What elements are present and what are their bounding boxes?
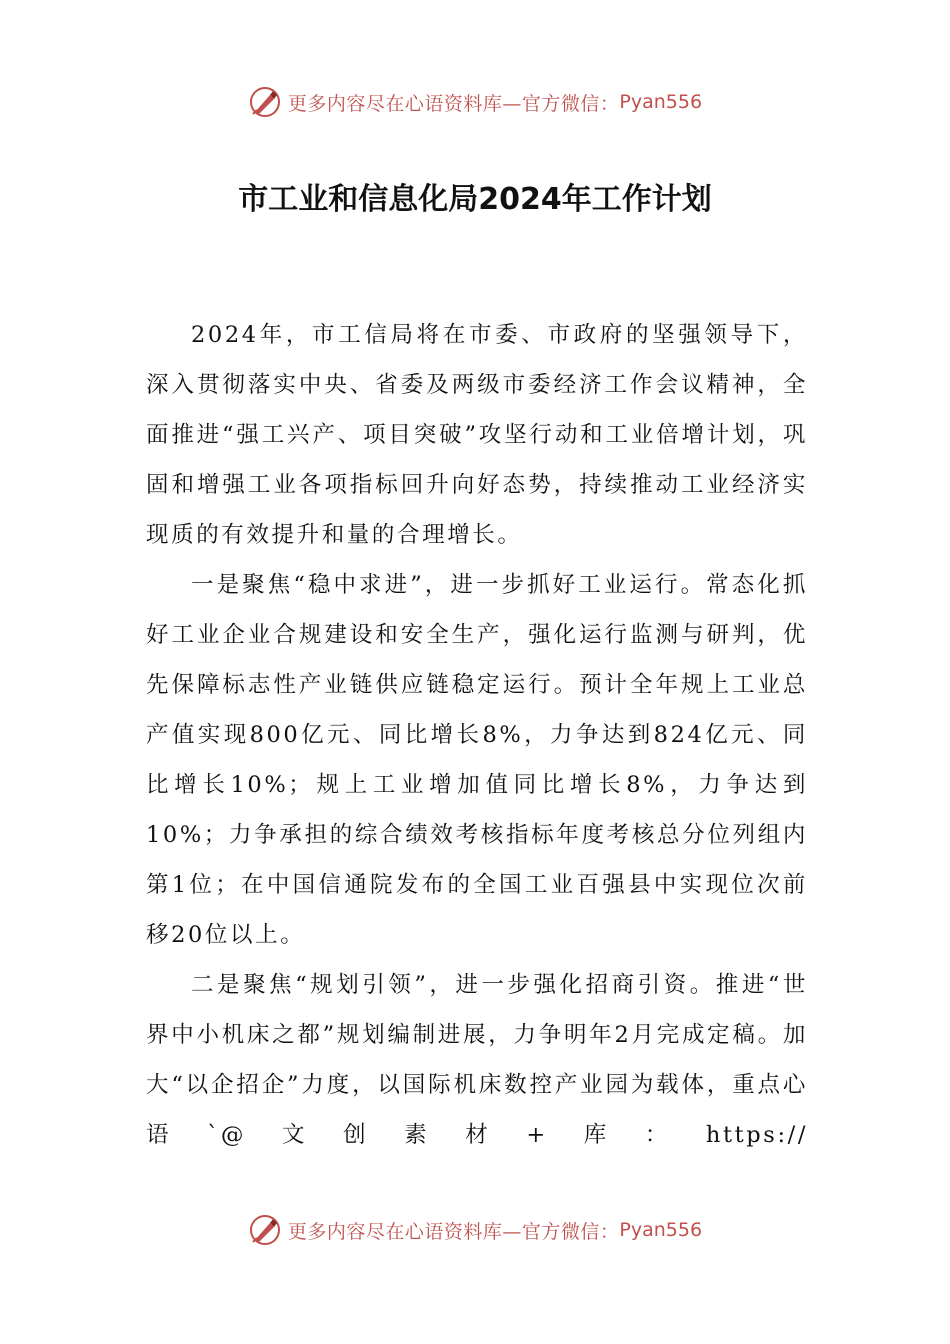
pen-logo-icon [248,85,282,119]
paragraph-point-two: 二是聚焦“规划引领”，进一步强化招商引资。推进“世界中小机床之都”规划编制进展，力争明年2月完成定稿。加大“以企招企”力度，以国际机床数控产业园为载体，重点心语`@文创素材+库：https:// [146,972,808,1148]
paragraph-intro: 2024年，市工信局将在市委、市政府的坚强领导下，深入贯彻落实中央、省委及两级市委经济工作会议精神，全面推进“强工兴产、项目突破”攻坚行动和工业倍增计划，巩固和增强工业各项指标回升向好态势，持续推动工业经济实现质的有效提升和量的合理增长。 [146,322,808,548]
pen-logo-icon [248,1213,282,1247]
paragraph-point-one: 一是聚焦“稳中求进”，进一步抓好工业运行。常态化抓好工业企业合规建设和安全生产，强化运行监测与研判，优先保障标志性产业链供应链稳定运行。预计全年规上工业总产值实现800亿元、同比增长8%，力争达到824亿元、同比增长10%；规上工业增加值同比增长8%，力争达到10%；力争承担的综合绩效考核指标年度考核总分位列组内第1位；在中国信通院发布的全国工业百强县中实现位次前移20位以上。 [146,572,808,948]
watermark-text: 更多内容尽在心语资料库—官方微信： [287,92,620,115]
watermark-banner-bottom [0,1210,950,1250]
watermark-text: 更多内容尽在心语资料库—官方微信： [287,1220,620,1243]
watermark-banner-top [0,82,950,122]
document-title: 市工业和信息化局2024年工作计划 [238,182,712,217]
document-body [146,310,808,1160]
watermark-wechat-id: Pyan556 [619,1219,703,1241]
watermark-wechat-id: Pyan556 [619,91,703,113]
